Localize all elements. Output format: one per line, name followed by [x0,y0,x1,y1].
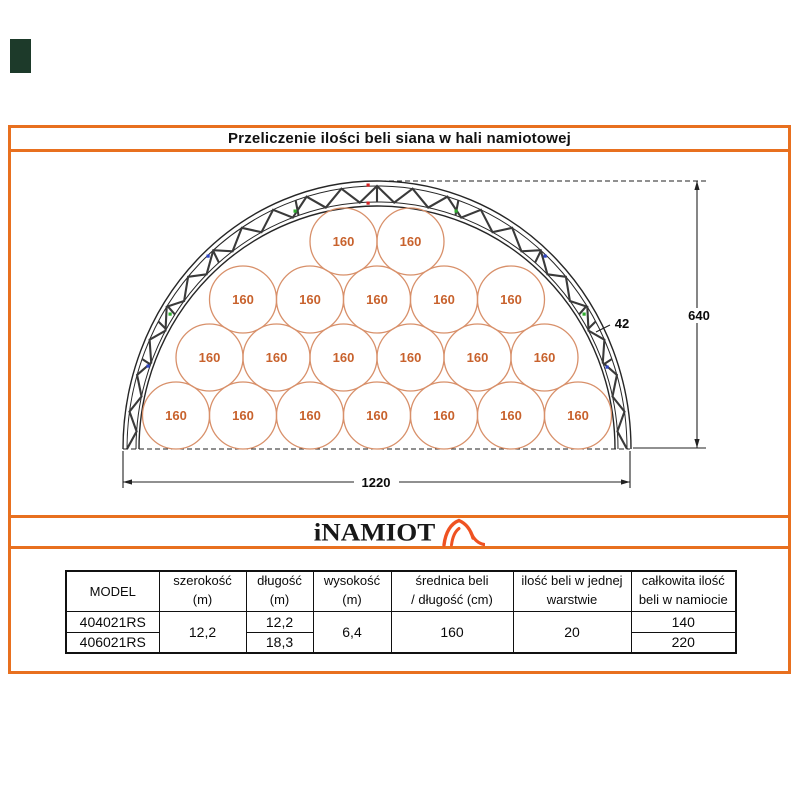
total-bales-cell: 140 [631,611,736,632]
hay-bale-diameter-label: 160 [500,292,522,307]
brand-name: iNAMIOT [313,517,436,546]
col-header-height: wysokość (m) [313,571,391,611]
col-header-length: długość (m) [246,571,313,611]
bale-diameter-cell: 160 [391,611,513,653]
width-dimension-label: 1220 [361,475,391,490]
bales-per-layer-cell: 20 [513,611,631,653]
hay-bale-diameter-label: 160 [533,350,556,365]
col-header-bale-diameter: średnica beli / długość (cm) [391,571,513,611]
table-row [66,611,736,632]
col-header-bales-per-layer: ilość beli w jednej warstwie [513,571,631,611]
model-cell: 404021RS [66,611,159,632]
hay-bale-diameter-label: 160 [399,350,422,365]
title-bar [8,125,791,152]
page-title: Przeliczenie ilości beli siana w hali namiotowej [227,130,572,147]
total-bales-cell: 220 [631,632,736,653]
col-header-total-bales: całkowita ilość beli w namiocie [631,571,736,611]
width-cell: 12,2 [159,611,246,653]
hay-bale-diameter-label: 160 [232,408,254,423]
hay-bale-diameter-label: 160 [366,292,388,307]
hay-bale-diameter-label: 160 [332,234,355,249]
spec-table [65,570,737,654]
hay-bale-diameter-label: 160 [299,292,321,307]
length-cell: 18,3 [246,632,313,653]
hay-bale-diameter-label: 160 [332,350,355,365]
hay-bale-diameter-label: 160 [466,350,489,365]
model-cell: 406021RS [66,632,159,653]
height-dimension-label: 640 [688,308,710,323]
hay-bale-diameter-label: 160 [265,350,288,365]
hay-bale-diameter-label: 160 [567,408,589,423]
logo-band [8,515,791,549]
height-cell: 6,4 [313,611,391,653]
hay-bale-diameter-label: 160 [198,350,221,365]
hay-bale-diameter-label: 160 [366,408,388,423]
col-header-model: MODEL [66,571,159,611]
tent-icon [439,518,485,548]
hay-bale-diameter-label: 160 [433,408,455,423]
hay-bale-diameter-label: 160 [500,408,522,423]
hay-bale-diameter-label: 160 [232,292,254,307]
col-header-width: szerokość (m) [159,571,246,611]
hay-bale-diameter-label: 160 [299,408,321,423]
truss-depth-label: 42 [614,316,630,331]
hay-bale-diameter-label: 160 [399,234,422,249]
hay-bale-diameter-label: 160 [433,292,455,307]
length-cell: 12,2 [246,611,313,632]
hay-bale-diameter-label: 160 [165,408,187,423]
